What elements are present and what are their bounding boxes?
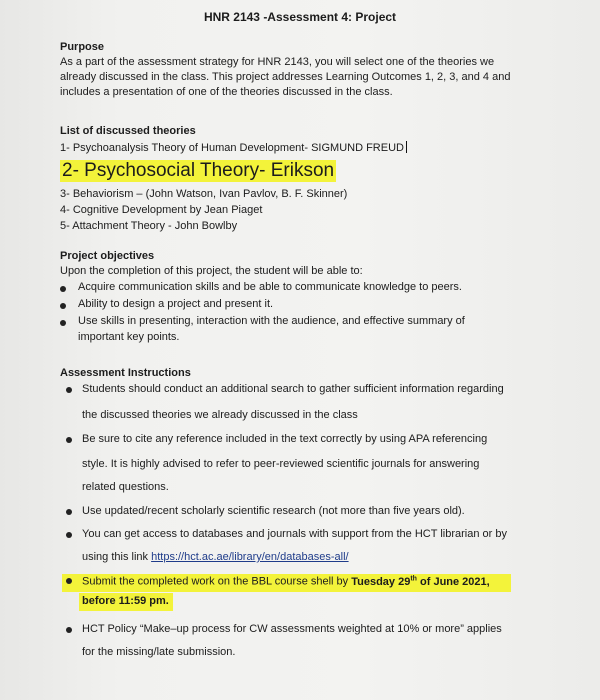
databases-link[interactable]: https://hct.ac.ae/library/en/databases-all/ (151, 551, 349, 563)
bullet-icon (60, 303, 66, 309)
objective-item: Use skills in presenting, interaction with the audience, and effective summary of (78, 315, 465, 327)
theory-item: 5- Attachment Theory - John Bowlby (60, 220, 238, 232)
objective-item: Ability to design a project and present it. (78, 298, 274, 310)
bullet-icon (60, 286, 66, 292)
theory-item: 4- Cognitive Development by Jean Piaget (60, 204, 263, 216)
instruction-item: Students should conduct an additional search to gather sufficient information regarding (82, 383, 504, 395)
deadline-date-suffix: th (410, 575, 417, 582)
objectives-intro: Upon the completion of this project, the student will be able to: (60, 265, 363, 277)
theory-item: 3- Behaviorism – (John Watson, Ivan Pavlov, B. F. Skinner) (60, 188, 348, 200)
purpose-line: already discussed in the class. This project addresses Learning Outcomes 1, 2, 3, and 4 and (60, 71, 511, 83)
instruction-item-deadline (82, 575, 490, 588)
theory-item-text: 1- Psychoanalysis Theory of Human Development- SIGMUND FREUD (60, 142, 404, 154)
instruction-item-cont: related questions. (82, 481, 169, 493)
text-cursor (406, 141, 407, 153)
link-prefix: using this link (82, 551, 152, 563)
deadline-prefix: Submit the completed work on the BBL course shell by (82, 575, 352, 588)
bullet-icon (66, 627, 72, 633)
instructions-heading: Assessment Instructions (60, 367, 191, 379)
instruction-item-cont: the discussed theories we already discussed in the class (82, 409, 358, 421)
purpose-line: includes a presentation of one of the theories discussed in the class. (60, 86, 393, 98)
theory-item-highlighted: 2- Psychosocial Theory- Erikson (62, 160, 335, 181)
instruction-item-cont (82, 595, 169, 607)
instruction-item-cont: style. It is highly advised to refer to peer-reviewed scientific journals for answering (82, 458, 480, 470)
theories-heading: List of discussed theories (60, 125, 196, 137)
instruction-item: HCT Policy “Make–up process for CW assessments weighted at 10% or more” applies (82, 623, 502, 635)
theory-item (60, 141, 407, 154)
deadline-date-day: Tuesday 29 (351, 575, 411, 588)
instruction-item: Use updated/recent scholarly scientific research (not more than five years old). (82, 505, 465, 517)
deadline-time: before 11:59 pm. (82, 595, 169, 607)
objective-item: Acquire communication skills and be able to communicate knowledge to peers. (78, 281, 462, 293)
bullet-icon (66, 509, 72, 515)
purpose-line: As a part of the assessment strategy for HNR 2143, you will select one of the theories we (60, 56, 495, 68)
bullet-icon (66, 437, 72, 443)
bullet-icon (66, 532, 72, 538)
bullet-icon (66, 387, 72, 393)
deadline-date (351, 576, 489, 588)
instruction-item-cont (82, 551, 349, 563)
document-title: HNR 2143 -Assessment 4: Project (203, 10, 397, 24)
bullet-icon (66, 578, 72, 584)
bullet-icon (60, 320, 66, 326)
instruction-item: Be sure to cite any reference included in the text correctly by using APA referencing (82, 433, 488, 445)
deadline-date-month: of June 2021, (416, 575, 490, 588)
purpose-heading: Purpose (60, 41, 105, 53)
instruction-item: You can get access to databases and journals with support from the HCT librarian or by (82, 528, 507, 540)
objectives-heading: Project objectives (60, 250, 155, 262)
instruction-item-cont: for the missing/late submission. (82, 646, 236, 658)
objective-item-cont: important key points. (78, 331, 180, 343)
